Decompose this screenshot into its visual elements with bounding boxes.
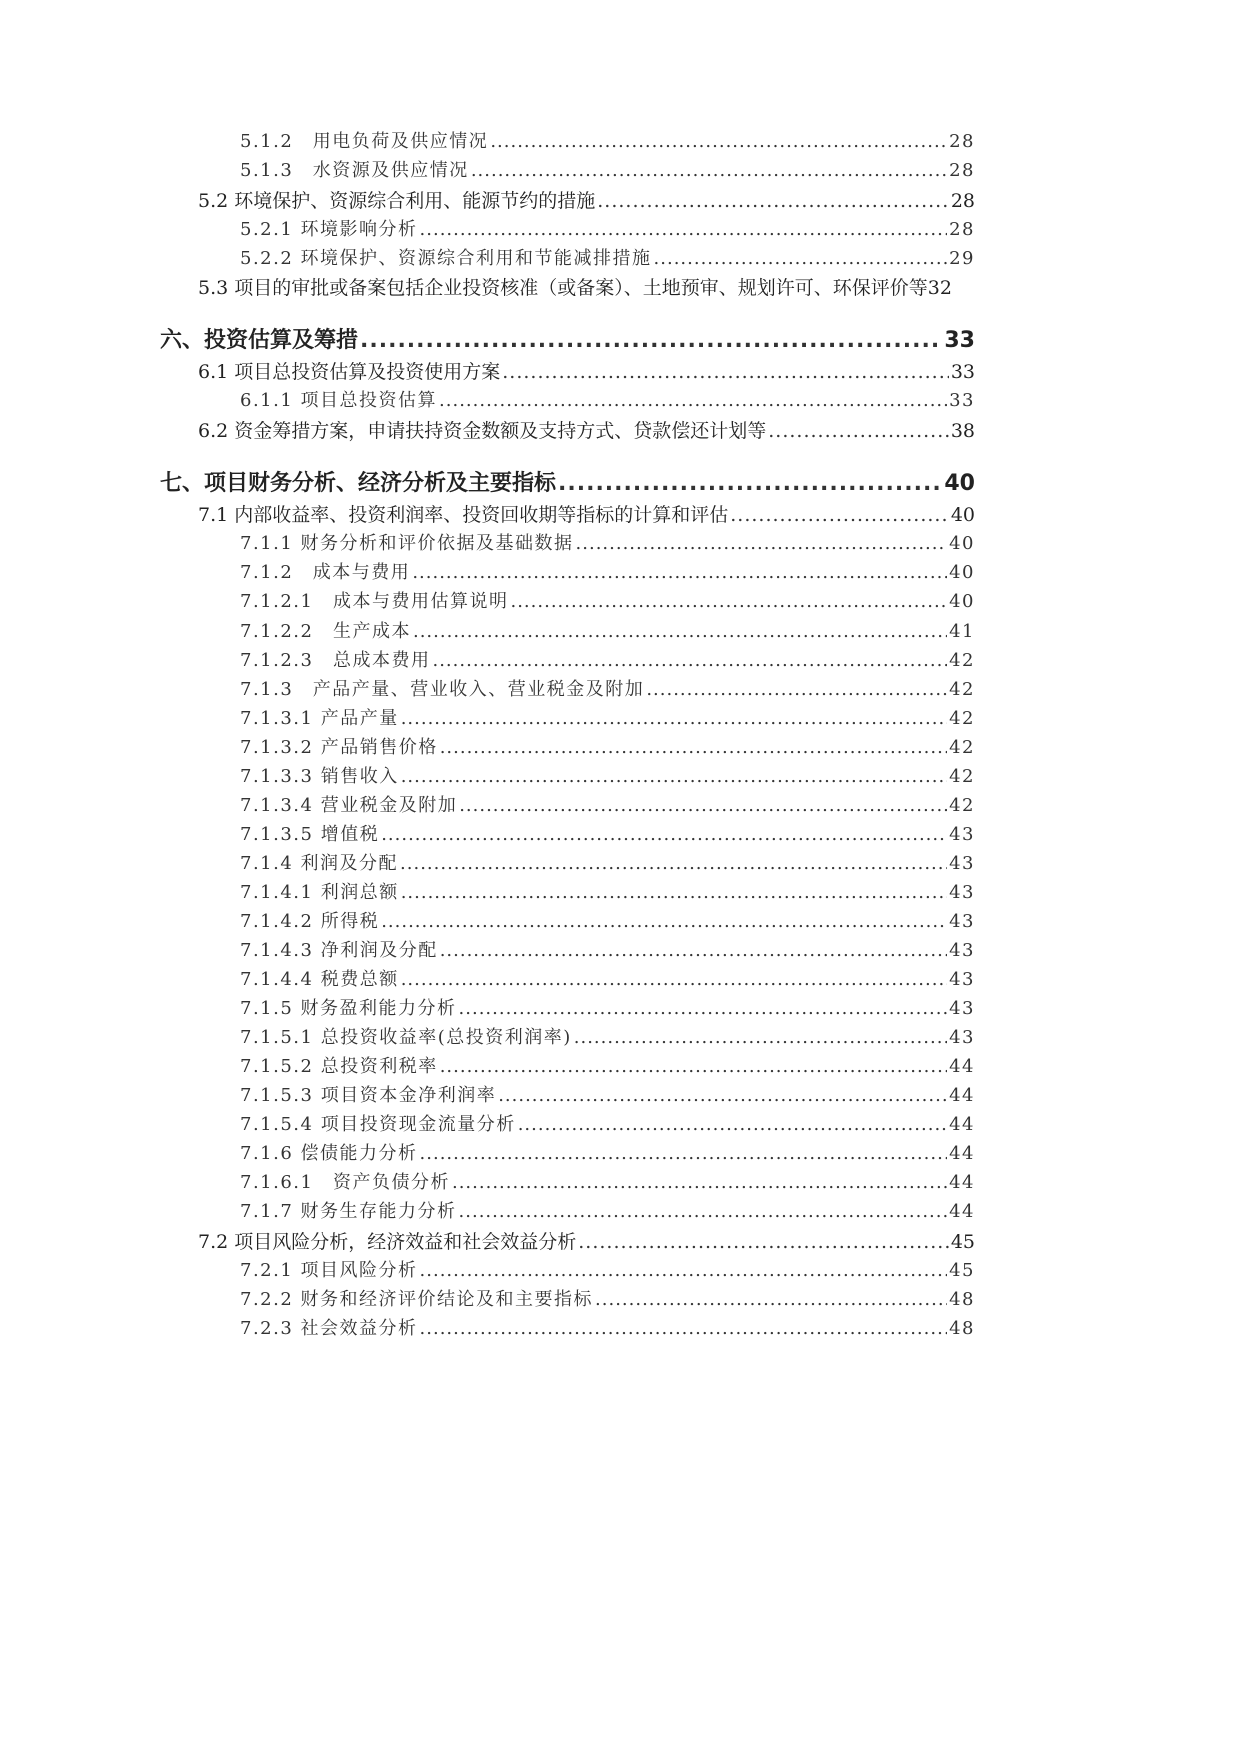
toc-entry[interactable]	[240, 762, 975, 792]
toc-page-number: 40	[949, 562, 975, 583]
toc-leader-dots	[576, 529, 948, 559]
toc-page-number: 33	[944, 328, 975, 353]
toc-page-number: 44	[949, 1056, 975, 1077]
toc-entry-title: 7.2.1 项目风险分析	[240, 1260, 418, 1281]
toc-entry-title: 5.2.1 环境影响分析	[240, 219, 418, 240]
toc-entry[interactable]	[240, 156, 975, 186]
toc-entry[interactable]	[240, 820, 975, 850]
toc-entry[interactable]	[240, 1139, 975, 1169]
toc-leader-dots	[654, 244, 948, 274]
toc-leader-dots	[401, 878, 947, 908]
toc-leader-dots	[440, 1052, 947, 1082]
toc-entry-title: 7.1.5.4 项目投资现金流量分析	[240, 1114, 516, 1135]
toc-page-number: 43	[949, 969, 975, 990]
toc-leader-dots	[498, 1081, 947, 1111]
toc-entry-title: 7.1.1 财务分析和评价依据及基础数据	[240, 533, 574, 554]
toc-page-number: 48	[949, 1318, 975, 1339]
toc-page-number: 40	[949, 533, 975, 554]
toc-leader-dots	[578, 1227, 949, 1257]
toc-page-number: 43	[949, 911, 975, 932]
toc-entry[interactable]	[240, 965, 975, 995]
toc-page-number: 45	[950, 1231, 975, 1253]
toc-entry-title: 6.1 项目总投资估算及投资使用方案	[198, 361, 501, 383]
toc-entry-title: 7.1.5 财务盈利能力分析	[240, 998, 457, 1019]
toc-entry[interactable]	[240, 704, 975, 734]
toc-entry[interactable]	[160, 326, 975, 356]
toc-page-number: 28	[950, 190, 975, 212]
toc-page-number: 43	[949, 853, 975, 874]
toc-leader-dots	[420, 1256, 948, 1286]
toc-entry-title: 5.3 项目的审批或备案包括企业投资核准（或备案）、土地预审、规划许可、环保评价等	[198, 277, 928, 299]
toc-entry[interactable]	[160, 469, 975, 499]
toc-entry-title: 7.1.2 成本与费用	[240, 562, 411, 583]
toc-page-number: 43	[949, 882, 975, 903]
toc-leader-dots	[730, 500, 949, 530]
toc-entry-title: 7.1.3.5 增值税	[240, 824, 380, 845]
toc-entry[interactable]	[240, 1197, 975, 1227]
toc-leader-dots	[420, 1314, 948, 1344]
toc-leader-dots	[401, 965, 947, 995]
toc-entry-title: 7.1.4.2 所得税	[240, 911, 380, 932]
toc-entry[interactable]	[198, 273, 975, 303]
toc-entry-title: 5.2.2 环境保护、资源综合利用和节能减排措施	[240, 248, 652, 269]
toc-page-number: 44	[949, 1114, 975, 1135]
toc-leader-dots	[440, 936, 947, 966]
toc-page-number: 42	[949, 766, 975, 787]
toc-entry[interactable]	[240, 1110, 975, 1140]
toc-page-number: 42	[949, 679, 975, 700]
toc-entry-title: 7.1.5.3 项目资本金净利润率	[240, 1085, 497, 1106]
toc-page-number: 41	[949, 621, 975, 642]
toc-page-number: 43	[949, 940, 975, 961]
toc-entry[interactable]	[240, 1081, 975, 1111]
toc-leader-dots	[518, 1110, 947, 1140]
toc-entry-title: 7.1.6 偿债能力分析	[240, 1143, 418, 1164]
toc-leader-dots	[401, 704, 947, 734]
toc-entry[interactable]	[240, 617, 975, 647]
toc-leader-dots	[502, 357, 949, 387]
toc-leader-dots	[413, 617, 947, 647]
toc-leader-dots	[595, 1285, 947, 1315]
toc-page-number: 40	[950, 504, 975, 526]
toc-page-number: 42	[949, 650, 975, 671]
toc-entry-title: 7.1.4.3 净利润及分配	[240, 940, 438, 961]
toc-entry-title: 7.1 内部收益率、投资利润率、投资回收期等指标的计算和评估	[198, 504, 729, 526]
toc-leader-dots	[459, 994, 948, 1024]
toc-leader-dots	[768, 416, 949, 446]
toc-entry[interactable]	[240, 1023, 975, 1053]
toc-entry[interactable]	[240, 244, 975, 274]
toc-leader-dots	[420, 215, 948, 245]
toc-entry[interactable]	[240, 529, 975, 559]
toc-entry[interactable]	[198, 1227, 975, 1257]
toc-entry-title: 7.1.3.3 销售收入	[240, 766, 399, 787]
toc-entry[interactable]	[240, 1168, 975, 1198]
toc-entry[interactable]	[240, 994, 975, 1024]
toc-entry-title: 7.1.2.1 成本与费用估算说明	[240, 591, 509, 612]
toc-entry[interactable]	[198, 357, 975, 387]
toc-entry-title: 7.1.4.4 税费总额	[240, 969, 399, 990]
toc-entry-title: 6.1.1 项目总投资估算	[240, 390, 438, 411]
toc-entry-title: 7.1.4 利润及分配	[240, 853, 399, 874]
toc-entry[interactable]	[240, 558, 975, 588]
toc-entry-title: 7.1.6.1 资产负债分析	[240, 1172, 450, 1193]
toc-entry-title: 7.2 项目风险分析，经济效益和社会效益分析	[198, 1231, 577, 1253]
toc-leader-dots	[574, 1023, 947, 1053]
toc-leader-dots	[401, 762, 947, 792]
toc-entry-title: 5.2 环境保护、资源综合利用、能源节约的措施	[198, 190, 596, 212]
toc-entry[interactable]	[198, 500, 975, 530]
toc-page-number: 40	[944, 471, 975, 496]
toc-entry-title: 7.1.2.3 总成本费用	[240, 650, 431, 671]
toc-page-number: 44	[949, 1143, 975, 1164]
toc-page-number: 29	[949, 248, 975, 269]
toc-entry[interactable]	[240, 1052, 975, 1082]
toc-page-number: 43	[949, 998, 975, 1019]
toc-entry-title: 7.1.3.2 产品销售价格	[240, 737, 438, 758]
toc-entry[interactable]	[240, 386, 975, 416]
toc-page-number: 42	[949, 795, 975, 816]
toc-leader-dots	[510, 587, 947, 617]
toc-leader-dots	[459, 791, 947, 821]
toc-leader-dots	[597, 186, 949, 216]
toc-leader-dots	[360, 326, 942, 356]
toc-leader-dots	[381, 907, 947, 937]
toc-page-number: 43	[949, 1027, 975, 1048]
toc-entry-title: 6.2 资金筹措方案，申请扶持资金数额及支持方式、贷款偿还计划等	[198, 420, 767, 442]
toc-leader-dots	[412, 558, 947, 588]
toc-entry[interactable]	[240, 936, 975, 966]
toc-page-number: 44	[949, 1085, 975, 1106]
toc-page-number: 42	[949, 708, 975, 729]
toc-leader-dots	[432, 646, 947, 676]
toc-page-number: 33	[949, 390, 975, 411]
toc-leader-dots	[558, 469, 942, 499]
toc-entry[interactable]	[240, 1256, 975, 1286]
toc-page-number: 38	[950, 420, 975, 442]
toc-page-number: 28	[949, 131, 975, 152]
toc-entry[interactable]	[240, 1314, 975, 1344]
toc-entry[interactable]	[198, 186, 975, 216]
toc-page-number: 44	[949, 1201, 975, 1222]
toc-leader-dots	[420, 1139, 948, 1169]
toc-entry[interactable]	[240, 849, 975, 879]
toc-page-number: 32	[927, 277, 952, 299]
toc-entry-title: 7.1.5.2 总投资利税率	[240, 1056, 438, 1077]
toc-entry[interactable]	[240, 878, 975, 908]
toc-entry-title: 7.1.3 产品产量、营业收入、营业税金及附加	[240, 679, 645, 700]
toc-page-number: 42	[949, 737, 975, 758]
toc-entry[interactable]	[240, 675, 975, 705]
toc-leader-dots	[440, 733, 947, 763]
toc-page-number: 44	[949, 1172, 975, 1193]
toc-leader-dots	[400, 849, 947, 879]
toc-leader-dots	[471, 156, 947, 186]
toc-entry-title: 7.1.7 财务生存能力分析	[240, 1201, 457, 1222]
toc-entry-title: 六、投资估算及筹措	[160, 328, 359, 353]
toc-entry[interactable]	[240, 791, 975, 821]
toc-entry[interactable]	[240, 1285, 975, 1315]
toc-entry-title: 7.1.2.2 生产成本	[240, 621, 411, 642]
toc-entry-title: 7.1.3.4 营业税金及附加	[240, 795, 458, 816]
toc-page-number: 28	[949, 219, 975, 240]
toc-entry-title: 5.1.3 水资源及供应情况	[240, 160, 469, 181]
toc-entry-title: 7.1.3.1 产品产量	[240, 708, 399, 729]
toc-page-number: 45	[949, 1260, 975, 1281]
toc-entry[interactable]	[240, 587, 975, 617]
toc-entry[interactable]	[240, 646, 975, 676]
toc-entry[interactable]	[240, 127, 975, 157]
toc-page-number: 28	[949, 160, 975, 181]
toc-entry[interactable]	[240, 907, 975, 937]
toc-leader-dots	[490, 127, 947, 157]
toc-entry[interactable]	[198, 416, 975, 446]
toc-entry[interactable]	[240, 733, 975, 763]
toc-leader-dots	[646, 675, 947, 705]
toc-leader-dots	[452, 1168, 947, 1198]
toc-entry-title: 7.1.4.1 利润总额	[240, 882, 399, 903]
toc-page-number: 33	[950, 361, 975, 383]
toc-leader-dots	[439, 386, 947, 416]
toc-leader-dots	[381, 820, 947, 850]
toc-entry-title: 7.2.2 财务和经济评价结论及和主要指标	[240, 1289, 594, 1310]
toc-entry[interactable]	[240, 215, 975, 245]
toc-entry-title: 7.1.5.1 总投资收益率(总投资利润率)	[240, 1027, 572, 1048]
toc-page-number: 48	[949, 1289, 975, 1310]
toc-page-number: 43	[949, 824, 975, 845]
toc-entry-title: 7.2.3 社会效益分析	[240, 1318, 418, 1339]
toc-entry-title: 七、项目财务分析、经济分析及主要指标	[160, 471, 557, 496]
toc-entry-title: 5.1.2 用电负荷及供应情况	[240, 131, 489, 152]
toc-page-number: 40	[949, 591, 975, 612]
toc-leader-dots	[459, 1197, 948, 1227]
